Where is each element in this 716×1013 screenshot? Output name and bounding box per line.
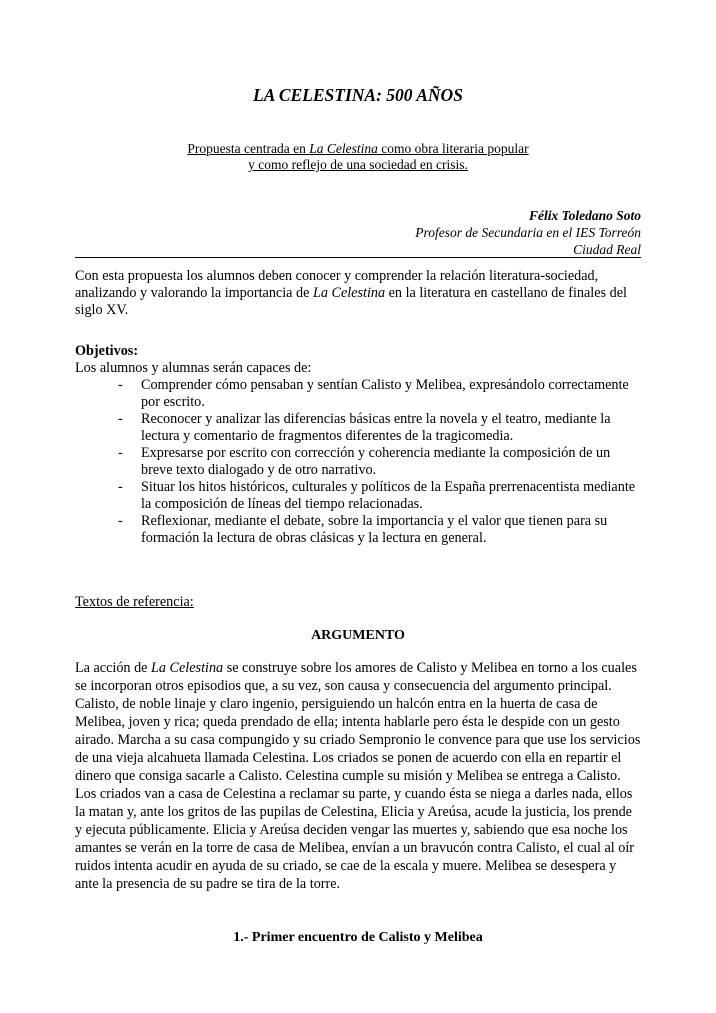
argument-heading: ARGUMENTO	[311, 628, 405, 643]
list-item: - Expresarse por escrito con corrección y coherencia mediante la composición de un breve texto dialogado y de otro narrativo.	[118, 445, 611, 478]
author-name: Félix Toledano Soto	[528, 208, 641, 223]
author-role: Profesor de Secundaria en el IES Torreón	[415, 225, 641, 240]
list-item: - Reflexionar, mediante el debate, sobre la importancia y el valor que tienen para su formación la lectura de obras clásicas y la lectura en general.	[118, 513, 608, 546]
header-divider	[75, 257, 641, 258]
list-item: - Comprender cómo pensaban y sentían Calisto y Melibea, expresándolo correctamente por escrito.	[118, 377, 629, 410]
author-block	[415, 207, 641, 258]
section-heading: 1.- Primer encuentro de Calisto y Melibea	[233, 930, 483, 945]
references-label: Textos de referencia:	[75, 594, 194, 610]
objectives-heading: Objetivos:	[75, 343, 139, 359]
list-item: - Reconocer y analizar las diferencias básicas entre la novela y el teatro, mediante la lectura y comentario de fragmentos diferentes de la tragicomedia.	[118, 411, 611, 444]
subtitle-line-1: Propuesta centrada en La Celestina como obra literaria popular	[187, 141, 529, 156]
intro-paragraph: Con esta propuesta los alumnos deben conocer y comprender la relación literatura-sociedad, analizando y valorando la importancia de La Celestina en la literatura en castellano de finales del siglo XV.	[75, 268, 627, 318]
subtitle-line-2: y como reflejo de una sociedad en crisis.	[248, 157, 468, 172]
document-title: LA CELESTINA: 500 AÑOS	[253, 85, 463, 105]
objectives-lead: Los alumnos y alumnas serán capaces de:	[75, 360, 312, 376]
objectives-section	[75, 343, 641, 547]
author-city: Ciudad Real	[573, 242, 641, 257]
list-item: - Situar los hitos históricos, culturales y políticos de la España prerrenacentista mediante la composición de líneas del tiempo relacionadas.	[118, 479, 636, 512]
objectives-list	[75, 377, 641, 547]
subtitle	[0, 141, 716, 173]
argument-paragraph: La acción de La Celestina se construye sobre los amores de Calisto y Melibea en torno a los cuales se incorporan otros episodios que, a su vez, son causa y consecuencia del argumento principal. Calisto, de noble linaje y claro ingenio, persiguiendo un halcón entra en la huerta de casa de Melibea, joven y rica; queda prendado de ella; intenta hablarle pero ésta le despide con un gesto airado. Marcha a su casa compungido y su criado Sempronio le convence para que use los servicios de una vieja alcahueta llamada Celestina. Los criados se ponen de acuerdo con ella en repartir el dinero que consiga sacarle a Calisto. Celestina cumple su misión y Melibea se entrega a Calisto. Los criados van a casa de Celestina a reclamar su parte, y cuando ésta se niega a darles nada, ellos la matan y, ante los gritos de las pupilas de Celestina, Elicia y Areúsa, acude la justicia, los prende y ejecuta públicamente. Elicia y Areúsa deciden vengar las muertes y, sabiendo que esa noche los amantes se verán en la torre de casa de Melibea, envían a un bravucón contra Calisto, el cual al oír ruidos intenta acudir en ayuda de su criado, se cae de la escala y muere. Melibea se desespera y ante la presencia de su padre se tira de la torre.	[75, 660, 641, 892]
